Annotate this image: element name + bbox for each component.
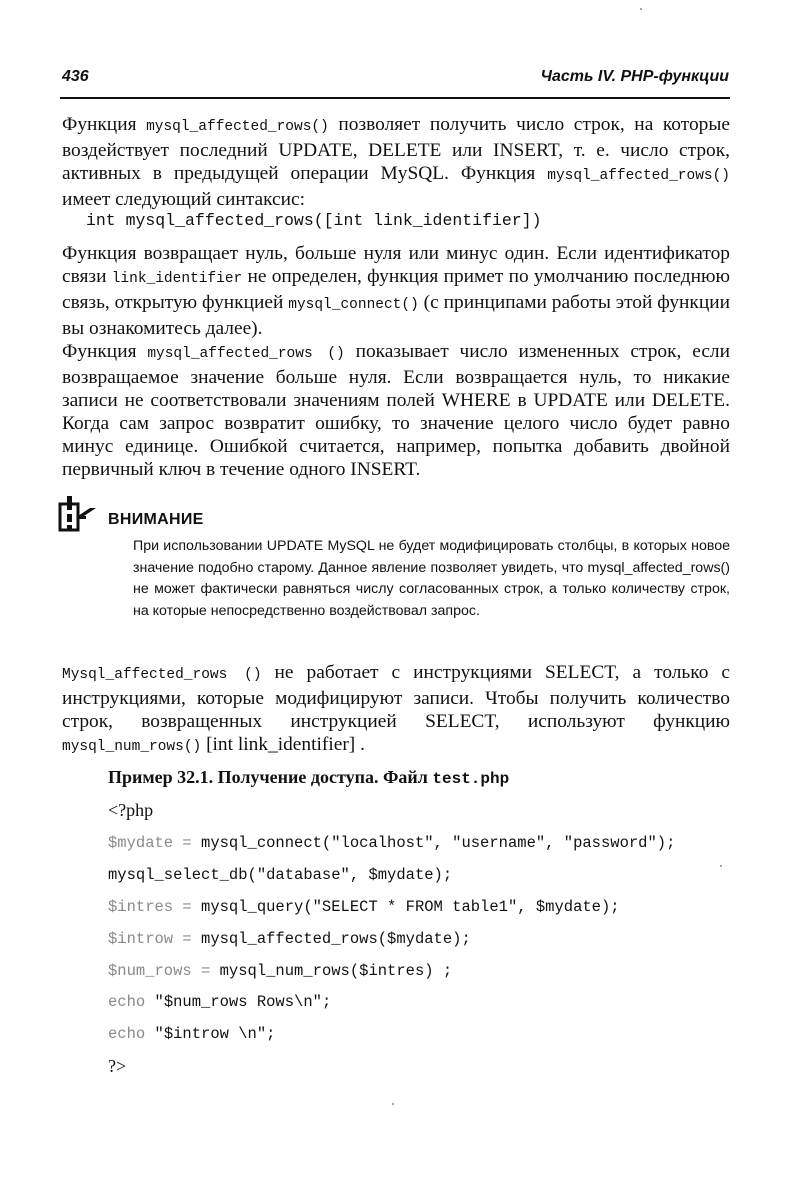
example-title: Пример 32.1. Получение доступа. Файл test.php (108, 767, 510, 788)
code-line: echo "$introw \n"; (108, 1025, 276, 1043)
example-filename: test.php (432, 770, 510, 788)
code-token: $num_rows = (108, 962, 220, 980)
warning-body: При использовании UPDATE MySQL не будет модифицировать столбцы, в которых новое значение подобно старому. Данное явление позволяет увидеть, что mysql_affected_rows() не может фактически равняться числу согласованных строк, а только количеству строк, на которые непосредственно воздействовал запрос. (133, 538, 730, 619)
code-token: $introw = (108, 930, 202, 948)
header-rule (60, 97, 730, 99)
paragraph-1: Функция mysql_affected_rows() позволяет получить число строк, на которые воздействует последний UPDATE, DELETE или INSERT, т. е. число строк, активных в предыдущей операции MySQL. Функция mysql_affected_rows() имеет следующий синтаксис: (62, 114, 730, 210)
inline-code: link_identifier (111, 271, 243, 287)
code-token: $mydate = (108, 834, 202, 852)
code-line: echo "$num_rows Rows\n"; (108, 993, 332, 1011)
code-token: echo (108, 1025, 155, 1043)
inline-code: mysql_affected_rows() (146, 119, 329, 135)
scan-speck (392, 1103, 394, 1105)
code-line: $num_rows = mysql_num_rows($intres) ; (108, 962, 453, 980)
inline-code: mysql_affected_rows () (147, 346, 345, 362)
paragraph-3: Функция mysql_affected_rows () показывает число измененных строк, если возвращаемое значение больше нуля. Если возвращается нуль, то никакие записи не соответствовали значениям полей WHERE в UPDATE или DELETE. Когда сам запрос возвратит ошибку, то значение целого число будет равно минус единице. Ошибкой считается, например, попытка добавить двойной первичный ключ в течение одного INSERT. (62, 341, 730, 480)
inline-code: mysql_connect() (288, 297, 419, 313)
code-line: ?> (108, 1056, 127, 1076)
scan-speck (720, 865, 722, 867)
inline-code: mysql_num_rows() (62, 739, 202, 755)
function-signature: int mysql_affected_rows([int link_identifier]) (86, 211, 542, 230)
warning-icon (58, 494, 98, 532)
code-line: $mydate = mysql_connect("localhost", "username", "password"); (108, 834, 676, 852)
code-token: $intres = (108, 898, 202, 916)
code-line: $introw = mysql_affected_rows($mydate); (108, 930, 471, 948)
scan-speck (640, 8, 642, 10)
page-number: 436 (62, 68, 89, 85)
paragraph-2: Функция возвращает нуль, больше нуля или минус один. Если идентификатор связи link_identifier не определен, функция примет по умолчанию последнюю связь, открытую функцией mysql_connect() (с принципами работы этой функции вы ознакомитесь далее). (62, 243, 731, 339)
paragraph-4: Mysql_affected_rows () не работает с инструкциями SELECT, а только с инструкциями, которые модифицируют записи. Чтобы получить количество строк, возвращенных инструкцией SELECT, используют функцию mysql_num_rows() [int link_identifier] . (62, 662, 730, 755)
inline-code: mysql_affected_rows() (587, 559, 730, 576)
warning-title: ВНИМАНИЕ (108, 511, 204, 528)
code-line: mysql_select_db("database", $mydate); (108, 866, 453, 884)
code-token: echo (108, 993, 155, 1011)
code-line: <?php (108, 800, 154, 820)
inline-code: mysql_affected_rows() (547, 168, 730, 184)
inline-code: Mysql_affected_rows () (62, 667, 262, 683)
code-line: $intres = mysql_query("SELECT * FROM table1", $mydate); (108, 898, 620, 916)
running-header: Часть IV. PHP-функции (540, 68, 729, 85)
